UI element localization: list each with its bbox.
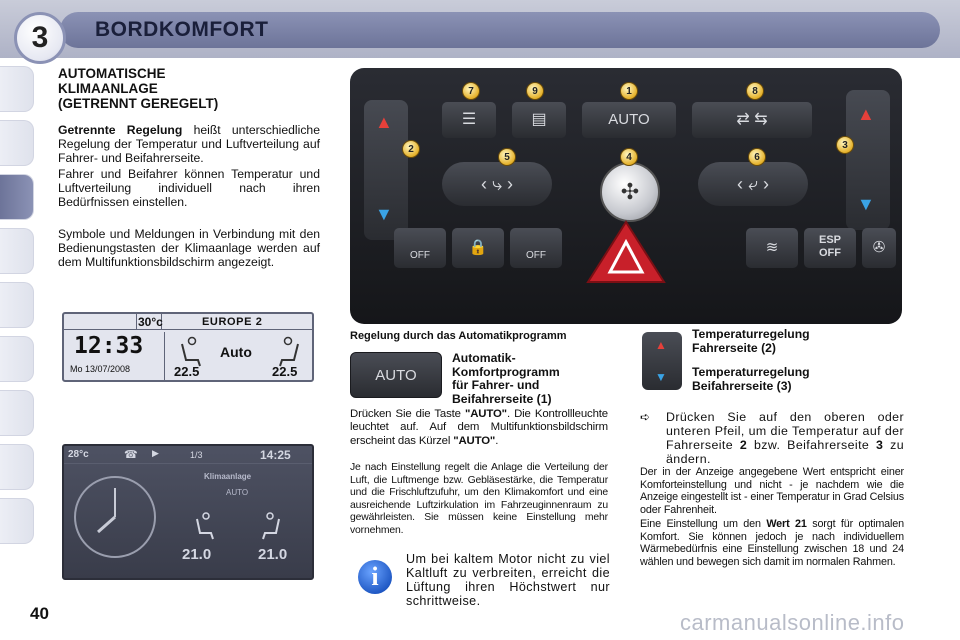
auto-section-title: Automatik- Komfortprogramm für Fahrer- und Beifahrerseite (1): [452, 351, 560, 406]
fan-icon: ✣: [620, 179, 640, 204]
section-heading: AUTOMATISCHE KLIMAANLAGE (GETRENNT GEREGELT): [58, 66, 219, 111]
chapter-tab[interactable]: [0, 498, 34, 544]
climate-control-panel: [350, 68, 902, 324]
display-title: Klimaanlage: [204, 472, 252, 481]
paragraph: Symbole und Meldungen in Verbindung mit den Bedienungstasten der Klimaanlage werden auf dem Multifunktionsbildschirm angezeigt.: [58, 227, 320, 269]
play-icon: ▶: [152, 448, 159, 458]
callout-badge-6: 6: [748, 148, 766, 166]
temp-paragraph-2: Eine Einstellung um den Wert 21 sorgt für optimalen Komfort. Sie können jedoch je nach individuellem Wärmebedürfnis eine Einstellung zwischen 18 und 24 wählen und bewegen sich damit im normalen Rahmen.: [640, 518, 904, 568]
clock: 12:33: [74, 333, 144, 359]
temp-up-arrow-icon[interactable]: ▲: [857, 104, 875, 124]
auto-button-thumbnail: AUTO: [350, 352, 442, 398]
page-number: 40: [30, 604, 49, 623]
temp-down-arrow-icon[interactable]: ▼: [857, 194, 875, 214]
auto-paragraph-1: Drücken Sie die Taste "AUTO". Die Kontrollleuchte leuchtet auf. Auf dem Multifunktionsbildschirm erscheint das Kürzel "AUTO".: [350, 408, 608, 447]
info-icon: i: [358, 560, 392, 594]
temp-rocker-thumbnail: [642, 332, 682, 390]
chapter-tab-active[interactable]: [0, 174, 34, 220]
callout-badge-5: 5: [498, 148, 516, 166]
multifunction-display-small: [62, 312, 314, 382]
watermark: carmanualsonline.info: [680, 610, 905, 635]
temp-up-arrow-icon: ▲: [655, 338, 667, 352]
chapter-tab[interactable]: [0, 390, 34, 436]
info-note: Um bei kaltem Motor nicht zu viel Kaltluft zu verbreiten, erreicht die Lüftung ihren Höchstwert nur schrittweise.: [406, 552, 610, 608]
outside-temperature: 28°c: [68, 449, 89, 460]
radio-station: EUROPE 2: [202, 316, 263, 328]
page-indicator: 1/3: [190, 450, 203, 460]
chapter-tab[interactable]: [0, 444, 34, 490]
right-content: [350, 328, 940, 608]
figure-caption: Regelung durch das Automatikprogramm: [350, 330, 567, 342]
callout-badge-1: 1: [620, 82, 638, 100]
seat-icon-left: [192, 512, 216, 542]
temp-passenger-title: Temperaturregelung Beifahrerseite (3): [692, 365, 810, 393]
callout-badge-3: 3: [836, 136, 854, 154]
bullet-arrow-icon: ➪: [640, 410, 651, 424]
passenger-temp-rocker[interactable]: [846, 90, 890, 230]
climate-mode: AUTO: [226, 488, 249, 497]
outside-temperature: 30°c: [138, 315, 163, 329]
passenger-air-distribution-button[interactable]: ‹ ⤶ ›: [698, 162, 808, 206]
chapter-tab[interactable]: [0, 120, 34, 166]
callout-badge-4: 4: [620, 148, 638, 166]
auto-button[interactable]: AUTO: [582, 102, 676, 138]
fan-speed-knob[interactable]: [600, 162, 660, 222]
left-column: [58, 66, 320, 269]
callout-badge-2: 2: [402, 140, 420, 158]
chapter-tab[interactable]: [0, 66, 34, 112]
callout-badge-8: 8: [746, 82, 764, 100]
multifunction-display-large: [62, 444, 314, 580]
chapter-tab[interactable]: [0, 228, 34, 274]
temp-driver-title: Temperaturregelung Fahrerseite (2): [692, 327, 810, 355]
date: Mo 13/07/2008: [70, 364, 131, 374]
chapter-number: 3: [14, 12, 66, 64]
seat-icon-right: [260, 512, 284, 542]
temp-down-arrow-icon[interactable]: ▼: [375, 204, 393, 224]
temp-up-arrow-icon[interactable]: ▲: [375, 112, 393, 132]
defrost-front-button[interactable]: ☰: [442, 102, 496, 138]
analog-clock-icon: [72, 474, 158, 560]
driver-air-distribution-button[interactable]: ‹ ⤷ ›: [442, 162, 552, 206]
phone-icon: ☎: [124, 449, 138, 461]
chapter-tabs: [0, 66, 34, 552]
auto-paragraph-2: Je nach Einstellung regelt die Anlage die Verteilung der Luft, die Luftmenge bzw. Gebläsestärke, die Temperatur und die Frischluftzufuhr, um den Klimakomfort und eine ausreichende Luftzirkulation im Fahrzeuginnenraum zu gewährleisten. Sie müssen keine Einstellung mehr vornehmen.: [350, 462, 608, 536]
hazard-warning-button[interactable]: [586, 220, 666, 284]
child-lock-button[interactable]: 🔒: [452, 228, 504, 268]
esp-off-button[interactable]: ESP OFF: [804, 228, 856, 268]
chapter-tab[interactable]: [0, 336, 34, 382]
chapter-tab[interactable]: [0, 282, 34, 328]
recirculation-button[interactable]: ⇄ ⇆: [692, 102, 812, 138]
climate-mode: Auto: [220, 344, 252, 360]
paragraph: Getrennte Regelung heißt unterschiedliche Regelung der Temperatur und Luftverteilung auf Fahrer- und Beifahrerseite.: [58, 123, 320, 165]
airbag-button[interactable]: ✇: [862, 228, 896, 268]
park-assist-off-button[interactable]: OFF: [394, 228, 446, 268]
temp-right: 21.0: [258, 546, 288, 563]
driver-temp-rocker[interactable]: [364, 100, 408, 240]
clock: 14:25: [260, 448, 291, 462]
defrost-rear-button[interactable]: ▤: [512, 102, 566, 138]
page-title: BORDKOMFORT: [95, 18, 269, 41]
callout-badge-9: 9: [526, 82, 544, 100]
temp-down-arrow-icon: ▼: [655, 370, 667, 384]
temp-paragraph-1: Der in der Anzeige angegebene Wert entspricht einer Komforteinstellung und nicht - je nachdem wie die Anzeige eingestellt ist - einer Temperatur in Grad Celsius oder Fahrenheit.: [640, 466, 904, 516]
paragraph: Fahrer und Beifahrer können Temperatur und Luftverteilung individuell nach ihren Bedürfnissen einstellen.: [58, 167, 320, 209]
temp-instruction: Drücken Sie auf den oberen oder unteren Pfeil, um die Temperatur auf der Fahrerseite 2 bzw. Beifahrerseite 3 zu ändern.: [666, 410, 904, 466]
suspension-button[interactable]: ≋: [746, 228, 798, 268]
temp-left: 21.0: [182, 546, 212, 563]
page-header: [0, 0, 960, 58]
alarm-off-button[interactable]: OFF: [510, 228, 562, 268]
temp-right: 22.5: [272, 364, 298, 379]
callout-badge-7: 7: [462, 82, 480, 100]
temp-left: 22.5: [174, 364, 200, 379]
